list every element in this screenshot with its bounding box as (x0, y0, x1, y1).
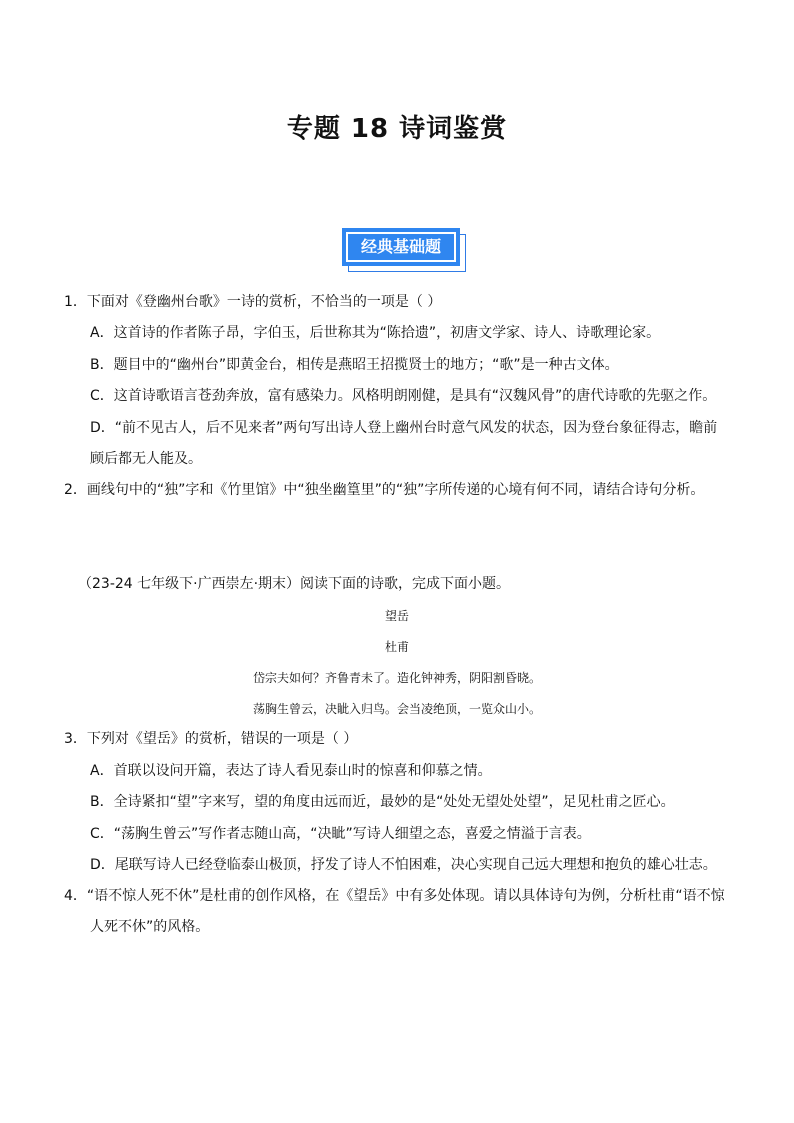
reading-intro: （23-24 七年级下·广西崇左·期末）阅读下面的诗歌，完成下面小题。 (78, 576, 511, 592)
poem-title: 望岳 (384, 609, 409, 623)
question-1-option-b: B．题目中的“幽州台”即黄金台，相传是燕昭王招揽贤士的地方；“歌”是一种古文体。 (90, 357, 619, 373)
poem-line-1: 岱宗夫如何？齐鲁青未了。造化钟神秀，阴阳割昏晓。 (252, 671, 541, 685)
question-1-option-a: A．这首诗的作者陈子昂，字伯玉，后世称其为“陈拾遗”，初唐文学家、诗人、诗歌理论家。 (90, 325, 661, 341)
poem-line-2: 荡胸生曾云，决眦入归鸟。会当凌绝顶，一览众山小。 (252, 702, 541, 716)
question-2-stem: 2．画线句中的“独”字和《竹里馆》中“独坐幽篁里”的“独”字所传递的心境有何不同，请结合诗句分析。 (64, 482, 705, 498)
section-badge (342, 228, 466, 272)
badge-label: 经典基础题 (360, 237, 441, 256)
question-3-stem: 3．下列对《望岳》的赏析，错误的一项是（ ） (64, 731, 358, 747)
question-3-option-b: B．全诗紧扣“望”字来写，望的角度由远而近，最妙的是“处处无望处处望”，足见杜甫之匠心。 (90, 794, 675, 810)
page-title: 专题 18 诗词鉴赏 (286, 114, 508, 144)
question-1-stem: 1．下面对《登幽州台歌》一诗的赏析，不恰当的一项是（ ） (64, 294, 442, 310)
question-3-option-a: A．首联以设问开篇，表达了诗人看见泰山时的惊喜和仰慕之情。 (90, 763, 492, 779)
question-3-option-d: D．尾联写诗人已经登临泰山极顶，抒发了诗人不怕困难，决心实现自己远大理想和抱负的雄心壮志。 (90, 857, 717, 873)
question-1-option-d: D．“前不见古人，后不见来者”两句写出诗人登上幽州台时意气风发的状态，因为登台象征得志，瞻前 (90, 420, 718, 436)
question-1-option-c: C．这首诗歌语言苍劲奔放，富有感染力。风格明朗刚健，是具有“汉魏风骨”的唐代诗歌的先驱之作。 (90, 388, 717, 404)
question-1-option-d-continued: 顾后都无人能及。 (90, 451, 202, 467)
question-3-option-c: C．“荡胸生曾云”写作者志随山高，“决眦”写诗人细望之态，喜爱之情溢于言表。 (90, 826, 591, 842)
question-4-stem: 4．“语不惊人死不休”是杜甫的创作风格，在《望岳》中有多处体现。请以具体诗句为例，分析杜甫“语不惊 (64, 888, 725, 904)
question-4-stem-continued: 人死不休”的风格。 (90, 919, 210, 935)
poem-author: 杜甫 (384, 640, 409, 654)
